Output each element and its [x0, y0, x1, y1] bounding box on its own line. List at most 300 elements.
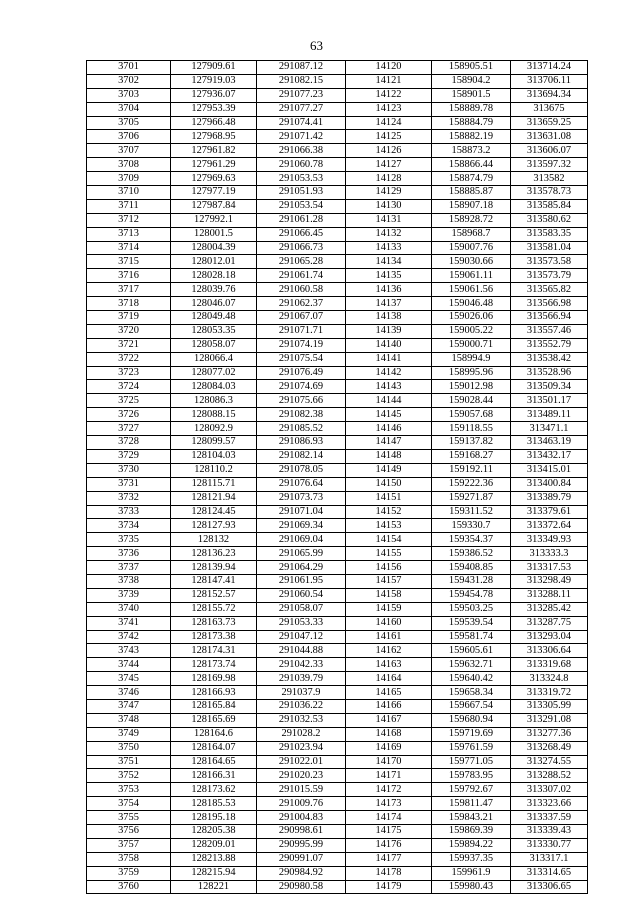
cell-x-coordinate-a: 128165.69 — [171, 713, 257, 727]
cell-x-coordinate-b: 158904.2 — [432, 74, 511, 88]
cell-x-coordinate-a: 128115.71 — [171, 477, 257, 491]
cell-x-coordinate-b: 159061.56 — [432, 283, 511, 297]
cell-x-coordinate-a: 128066.4 — [171, 352, 257, 366]
cell-x-coordinate-a: 128155.72 — [171, 602, 257, 616]
cell-point-number-b: 14137 — [346, 297, 432, 311]
cell-x-coordinate-a: 127961.82 — [171, 144, 257, 158]
cell-x-coordinate-a: 128166.93 — [171, 686, 257, 700]
cell-y-coordinate-b: 313552.79 — [511, 338, 588, 352]
cell-x-coordinate-a: 128086.3 — [171, 394, 257, 408]
cell-point-number-a: 3710 — [87, 186, 171, 200]
cell-y-coordinate-b: 313317.1 — [511, 852, 588, 866]
cell-y-coordinate-b: 313538.42 — [511, 352, 588, 366]
cell-point-number-b: 14145 — [346, 408, 432, 422]
cell-x-coordinate-b: 158885.87 — [432, 186, 511, 200]
cell-x-coordinate-b: 159408.85 — [432, 561, 511, 575]
cell-y-coordinate-b: 313565.82 — [511, 283, 588, 297]
cell-y-coordinate-b: 313415.01 — [511, 463, 588, 477]
cell-x-coordinate-a: 128139.94 — [171, 561, 257, 575]
cell-x-coordinate-a: 127961.29 — [171, 158, 257, 172]
cell-point-number-a: 3723 — [87, 366, 171, 380]
cell-y-coordinate-b: 313580.62 — [511, 213, 588, 227]
cell-x-coordinate-a: 128174.31 — [171, 644, 257, 658]
table-row — [87, 283, 588, 297]
table-row — [87, 852, 588, 866]
cell-y-coordinate-b: 313288.11 — [511, 588, 588, 602]
cell-y-coordinate-a: 291086.93 — [257, 436, 346, 450]
cell-point-number-b: 14171 — [346, 769, 432, 783]
cell-y-coordinate-a: 291071.71 — [257, 324, 346, 338]
cell-point-number-a: 3726 — [87, 408, 171, 422]
cell-point-number-a: 3759 — [87, 866, 171, 880]
cell-x-coordinate-b: 158882.19 — [432, 130, 511, 144]
table-row — [87, 241, 588, 255]
cell-x-coordinate-b: 159271.87 — [432, 491, 511, 505]
cell-x-coordinate-b: 159680.94 — [432, 713, 511, 727]
cell-y-coordinate-a: 291082.38 — [257, 408, 346, 422]
cell-point-number-a: 3755 — [87, 811, 171, 825]
cell-y-coordinate-b: 313583.35 — [511, 227, 588, 241]
table-row — [87, 616, 588, 630]
cell-point-number-b: 14168 — [346, 727, 432, 741]
cell-x-coordinate-b: 158905.51 — [432, 61, 511, 75]
cell-x-coordinate-b: 159222.36 — [432, 477, 511, 491]
cell-x-coordinate-b: 159311.52 — [432, 505, 511, 519]
cell-x-coordinate-b: 159937.35 — [432, 852, 511, 866]
table-row — [87, 769, 588, 783]
cell-y-coordinate-b: 313306.64 — [511, 644, 588, 658]
cell-x-coordinate-a: 128173.62 — [171, 783, 257, 797]
cell-point-number-b: 14159 — [346, 602, 432, 616]
cell-point-number-a: 3704 — [87, 102, 171, 116]
cell-x-coordinate-b: 159792.67 — [432, 783, 511, 797]
cell-y-coordinate-a: 291020.23 — [257, 769, 346, 783]
cell-x-coordinate-a: 128195.18 — [171, 811, 257, 825]
cell-point-number-b: 14175 — [346, 824, 432, 838]
cell-point-number-b: 14139 — [346, 324, 432, 338]
cell-point-number-b: 14172 — [346, 783, 432, 797]
cell-x-coordinate-b: 159118.55 — [432, 422, 511, 436]
cell-x-coordinate-a: 127992.1 — [171, 213, 257, 227]
cell-y-coordinate-b: 313471.1 — [511, 422, 588, 436]
cell-x-coordinate-a: 127977.19 — [171, 186, 257, 200]
cell-x-coordinate-a: 128132 — [171, 533, 257, 547]
cell-point-number-a: 3741 — [87, 616, 171, 630]
cell-x-coordinate-a: 128049.48 — [171, 311, 257, 325]
cell-point-number-b: 14127 — [346, 158, 432, 172]
cell-y-coordinate-a: 291047.12 — [257, 630, 346, 644]
cell-x-coordinate-b: 159007.76 — [432, 241, 511, 255]
cell-y-coordinate-a: 291060.78 — [257, 158, 346, 172]
cell-x-coordinate-b: 159605.61 — [432, 644, 511, 658]
cell-x-coordinate-b: 159057.68 — [432, 408, 511, 422]
cell-y-coordinate-b: 313324.8 — [511, 672, 588, 686]
cell-point-number-b: 14126 — [346, 144, 432, 158]
cell-y-coordinate-b: 313659.25 — [511, 116, 588, 130]
cell-point-number-a: 3709 — [87, 172, 171, 186]
cell-y-coordinate-b: 313389.79 — [511, 491, 588, 505]
cell-y-coordinate-a: 291082.15 — [257, 74, 346, 88]
cell-x-coordinate-a: 128124.45 — [171, 505, 257, 519]
cell-y-coordinate-b: 313379.61 — [511, 505, 588, 519]
cell-x-coordinate-b: 159046.48 — [432, 297, 511, 311]
cell-x-coordinate-b: 159761.59 — [432, 741, 511, 755]
table-row — [87, 422, 588, 436]
cell-y-coordinate-b: 313432.17 — [511, 449, 588, 463]
cell-point-number-a: 3738 — [87, 574, 171, 588]
table-row — [87, 338, 588, 352]
cell-point-number-b: 14120 — [346, 61, 432, 75]
table-row — [87, 199, 588, 213]
cell-y-coordinate-a: 290991.07 — [257, 852, 346, 866]
cell-point-number-b: 14151 — [346, 491, 432, 505]
table-row — [87, 824, 588, 838]
cell-x-coordinate-b: 159658.34 — [432, 686, 511, 700]
cell-x-coordinate-a: 128028.18 — [171, 269, 257, 283]
cell-y-coordinate-a: 291082.14 — [257, 449, 346, 463]
table-row — [87, 255, 588, 269]
cell-point-number-a: 3722 — [87, 352, 171, 366]
cell-x-coordinate-a: 128165.84 — [171, 699, 257, 713]
cell-point-number-a: 3737 — [87, 561, 171, 575]
cell-y-coordinate-b: 313333.3 — [511, 547, 588, 561]
cell-y-coordinate-b: 313463.19 — [511, 436, 588, 450]
table-row — [87, 630, 588, 644]
cell-y-coordinate-a: 291037.9 — [257, 686, 346, 700]
cell-x-coordinate-a: 128110.2 — [171, 463, 257, 477]
cell-point-number-a: 3725 — [87, 394, 171, 408]
cell-y-coordinate-a: 291058.07 — [257, 602, 346, 616]
cell-point-number-a: 3732 — [87, 491, 171, 505]
cell-x-coordinate-b: 159012.98 — [432, 380, 511, 394]
cell-point-number-a: 3706 — [87, 130, 171, 144]
cell-x-coordinate-b: 159386.52 — [432, 547, 511, 561]
table-row — [87, 699, 588, 713]
cell-point-number-a: 3720 — [87, 324, 171, 338]
cell-point-number-b: 14165 — [346, 686, 432, 700]
cell-point-number-a: 3742 — [87, 630, 171, 644]
cell-y-coordinate-b: 313291.08 — [511, 713, 588, 727]
cell-y-coordinate-b: 313314.65 — [511, 866, 588, 880]
cell-x-coordinate-b: 158866.44 — [432, 158, 511, 172]
cell-point-number-a: 3719 — [87, 311, 171, 325]
cell-point-number-b: 14143 — [346, 380, 432, 394]
table-row — [87, 602, 588, 616]
table-row — [87, 130, 588, 144]
cell-point-number-a: 3708 — [87, 158, 171, 172]
table-row — [87, 755, 588, 769]
table-row — [87, 116, 588, 130]
cell-y-coordinate-a: 291023.94 — [257, 741, 346, 755]
table-row — [87, 880, 588, 894]
cell-point-number-b: 14166 — [346, 699, 432, 713]
cell-x-coordinate-a: 127909.61 — [171, 61, 257, 75]
table-row — [87, 686, 588, 700]
cell-y-coordinate-a: 291053.53 — [257, 172, 346, 186]
table-row — [87, 324, 588, 338]
cell-point-number-a: 3739 — [87, 588, 171, 602]
cell-y-coordinate-a: 291078.05 — [257, 463, 346, 477]
cell-point-number-b: 14128 — [346, 172, 432, 186]
cell-point-number-a: 3756 — [87, 824, 171, 838]
cell-y-coordinate-a: 291042.33 — [257, 658, 346, 672]
cell-x-coordinate-a: 128058.07 — [171, 338, 257, 352]
cell-point-number-b: 14178 — [346, 866, 432, 880]
cell-point-number-a: 3717 — [87, 283, 171, 297]
cell-x-coordinate-a: 128205.38 — [171, 824, 257, 838]
cell-y-coordinate-b: 313573.58 — [511, 255, 588, 269]
table-row — [87, 783, 588, 797]
cell-y-coordinate-b: 313528.96 — [511, 366, 588, 380]
table-row — [87, 672, 588, 686]
table-row — [87, 186, 588, 200]
cell-x-coordinate-b: 159843.21 — [432, 811, 511, 825]
cell-point-number-b: 14130 — [346, 199, 432, 213]
page-number: 63 — [310, 38, 323, 53]
cell-point-number-b: 14146 — [346, 422, 432, 436]
cell-point-number-b: 14133 — [346, 241, 432, 255]
cell-x-coordinate-a: 128213.88 — [171, 852, 257, 866]
cell-y-coordinate-a: 291064.29 — [257, 561, 346, 575]
cell-point-number-b: 14140 — [346, 338, 432, 352]
table-row — [87, 311, 588, 325]
table-row — [87, 158, 588, 172]
cell-point-number-b: 14144 — [346, 394, 432, 408]
table-row — [87, 866, 588, 880]
cell-y-coordinate-b: 313372.64 — [511, 519, 588, 533]
cell-point-number-b: 14141 — [346, 352, 432, 366]
table-row — [87, 352, 588, 366]
cell-point-number-b: 14169 — [346, 741, 432, 755]
cell-point-number-a: 3727 — [87, 422, 171, 436]
cell-point-number-a: 3731 — [87, 477, 171, 491]
cell-point-number-b: 14167 — [346, 713, 432, 727]
cell-x-coordinate-a: 128152.57 — [171, 588, 257, 602]
cell-point-number-a: 3712 — [87, 213, 171, 227]
table-row — [87, 811, 588, 825]
cell-y-coordinate-b: 313509.34 — [511, 380, 588, 394]
cell-y-coordinate-b: 313597.32 — [511, 158, 588, 172]
cell-y-coordinate-a: 291065.28 — [257, 255, 346, 269]
cell-y-coordinate-b: 313349.93 — [511, 533, 588, 547]
table-row — [87, 658, 588, 672]
cell-point-number-a: 3753 — [87, 783, 171, 797]
cell-y-coordinate-a: 290998.61 — [257, 824, 346, 838]
cell-point-number-a: 3702 — [87, 74, 171, 88]
cell-point-number-a: 3747 — [87, 699, 171, 713]
cell-x-coordinate-b: 159431.28 — [432, 574, 511, 588]
cell-point-number-a: 3701 — [87, 61, 171, 75]
cell-x-coordinate-b: 158968.7 — [432, 227, 511, 241]
cell-point-number-b: 14134 — [346, 255, 432, 269]
cell-y-coordinate-b: 313337.59 — [511, 811, 588, 825]
cell-x-coordinate-b: 158873.2 — [432, 144, 511, 158]
cell-point-number-b: 14142 — [346, 366, 432, 380]
cell-x-coordinate-a: 128169.98 — [171, 672, 257, 686]
cell-x-coordinate-a: 128121.94 — [171, 491, 257, 505]
cell-x-coordinate-a: 127968.95 — [171, 130, 257, 144]
cell-x-coordinate-b: 159980.43 — [432, 880, 511, 894]
cell-y-coordinate-a: 291076.64 — [257, 477, 346, 491]
cell-y-coordinate-a: 291085.52 — [257, 422, 346, 436]
cell-y-coordinate-b: 313606.07 — [511, 144, 588, 158]
cell-y-coordinate-a: 291060.54 — [257, 588, 346, 602]
cell-y-coordinate-b: 313714.24 — [511, 61, 588, 75]
cell-point-number-a: 3748 — [87, 713, 171, 727]
cell-point-number-b: 14129 — [346, 186, 432, 200]
table-row — [87, 213, 588, 227]
cell-point-number-b: 14150 — [346, 477, 432, 491]
cell-x-coordinate-b: 159632.71 — [432, 658, 511, 672]
cell-y-coordinate-b: 313400.84 — [511, 477, 588, 491]
table-row — [87, 588, 588, 602]
cell-y-coordinate-b: 313306.65 — [511, 880, 588, 894]
cell-point-number-b: 14179 — [346, 880, 432, 894]
cell-x-coordinate-a: 128088.15 — [171, 408, 257, 422]
cell-point-number-a: 3750 — [87, 741, 171, 755]
table-row — [87, 533, 588, 547]
table-row — [87, 144, 588, 158]
cell-y-coordinate-a: 290995.99 — [257, 838, 346, 852]
cell-x-coordinate-b: 159005.22 — [432, 324, 511, 338]
cell-y-coordinate-b: 313578.73 — [511, 186, 588, 200]
cell-y-coordinate-a: 291077.27 — [257, 102, 346, 116]
cell-point-number-b: 14131 — [346, 213, 432, 227]
cell-y-coordinate-a: 291069.04 — [257, 533, 346, 547]
cell-x-coordinate-b: 158874.79 — [432, 172, 511, 186]
cell-point-number-b: 14157 — [346, 574, 432, 588]
cell-y-coordinate-a: 291036.22 — [257, 699, 346, 713]
cell-y-coordinate-a: 291060.58 — [257, 283, 346, 297]
cell-y-coordinate-a: 291022.01 — [257, 755, 346, 769]
cell-y-coordinate-a: 291077.23 — [257, 88, 346, 102]
cell-point-number-a: 3744 — [87, 658, 171, 672]
cell-point-number-b: 14123 — [346, 102, 432, 116]
table-row — [87, 394, 588, 408]
table-row — [87, 713, 588, 727]
cell-x-coordinate-b: 159783.95 — [432, 769, 511, 783]
cell-x-coordinate-b: 159354.37 — [432, 533, 511, 547]
cell-point-number-b: 14125 — [346, 130, 432, 144]
cell-y-coordinate-b: 313277.36 — [511, 727, 588, 741]
cell-x-coordinate-b: 158995.96 — [432, 366, 511, 380]
table-row — [87, 505, 588, 519]
table-row — [87, 269, 588, 283]
cell-x-coordinate-a: 128001.5 — [171, 227, 257, 241]
cell-y-coordinate-b: 313319.68 — [511, 658, 588, 672]
cell-x-coordinate-b: 159030.66 — [432, 255, 511, 269]
cell-x-coordinate-a: 128084.03 — [171, 380, 257, 394]
cell-point-number-a: 3729 — [87, 449, 171, 463]
cell-x-coordinate-a: 128077.02 — [171, 366, 257, 380]
cell-x-coordinate-b: 158889.78 — [432, 102, 511, 116]
table-row — [87, 574, 588, 588]
cell-x-coordinate-b: 159667.54 — [432, 699, 511, 713]
cell-x-coordinate-b: 159061.11 — [432, 269, 511, 283]
cell-x-coordinate-a: 128164.6 — [171, 727, 257, 741]
coordinates-table-body — [87, 61, 588, 894]
cell-y-coordinate-b: 313323.66 — [511, 797, 588, 811]
cell-point-number-b: 14161 — [346, 630, 432, 644]
table-row — [87, 61, 588, 75]
cell-y-coordinate-b: 313317.53 — [511, 561, 588, 575]
cell-x-coordinate-b: 159454.78 — [432, 588, 511, 602]
cell-point-number-b: 14132 — [346, 227, 432, 241]
cell-point-number-a: 3752 — [87, 769, 171, 783]
cell-y-coordinate-b: 313268.49 — [511, 741, 588, 755]
cell-y-coordinate-a: 291067.07 — [257, 311, 346, 325]
cell-x-coordinate-a: 128004.39 — [171, 241, 257, 255]
cell-x-coordinate-b: 159503.25 — [432, 602, 511, 616]
cell-y-coordinate-b: 313339.43 — [511, 824, 588, 838]
table-row — [87, 408, 588, 422]
cell-point-number-a: 3749 — [87, 727, 171, 741]
cell-point-number-b: 14122 — [346, 88, 432, 102]
cell-y-coordinate-a: 291009.76 — [257, 797, 346, 811]
cell-point-number-a: 3713 — [87, 227, 171, 241]
cell-x-coordinate-b: 159539.54 — [432, 616, 511, 630]
cell-point-number-b: 14162 — [346, 644, 432, 658]
cell-x-coordinate-b: 159894.22 — [432, 838, 511, 852]
table-row — [87, 436, 588, 450]
cell-y-coordinate-a: 291039.79 — [257, 672, 346, 686]
table-row — [87, 797, 588, 811]
cell-point-number-b: 14156 — [346, 561, 432, 575]
cell-y-coordinate-a: 291073.73 — [257, 491, 346, 505]
cell-y-coordinate-a: 290980.58 — [257, 880, 346, 894]
cell-y-coordinate-a: 291015.59 — [257, 783, 346, 797]
cell-y-coordinate-a: 291004.83 — [257, 811, 346, 825]
table-row — [87, 172, 588, 186]
cell-point-number-a: 3760 — [87, 880, 171, 894]
cell-y-coordinate-b: 313489.11 — [511, 408, 588, 422]
cell-x-coordinate-a: 127919.03 — [171, 74, 257, 88]
cell-point-number-b: 14164 — [346, 672, 432, 686]
cell-point-number-a: 3716 — [87, 269, 171, 283]
cell-x-coordinate-a: 128173.38 — [171, 630, 257, 644]
cell-x-coordinate-b: 159000.71 — [432, 338, 511, 352]
table-row — [87, 449, 588, 463]
cell-x-coordinate-a: 128164.07 — [171, 741, 257, 755]
cell-x-coordinate-a: 128209.01 — [171, 838, 257, 852]
table-row — [87, 838, 588, 852]
table-row — [87, 727, 588, 741]
cell-x-coordinate-b: 159581.74 — [432, 630, 511, 644]
cell-point-number-a: 3728 — [87, 436, 171, 450]
cell-y-coordinate-b: 313694.34 — [511, 88, 588, 102]
cell-point-number-b: 14177 — [346, 852, 432, 866]
cell-point-number-a: 3751 — [87, 755, 171, 769]
cell-x-coordinate-b: 158884.79 — [432, 116, 511, 130]
cell-x-coordinate-a: 128039.76 — [171, 283, 257, 297]
cell-y-coordinate-a: 291066.38 — [257, 144, 346, 158]
cell-x-coordinate-a: 128215.94 — [171, 866, 257, 880]
cell-y-coordinate-a: 291071.04 — [257, 505, 346, 519]
cell-point-number-a: 3740 — [87, 602, 171, 616]
cell-point-number-a: 3724 — [87, 380, 171, 394]
table-row — [87, 74, 588, 88]
cell-y-coordinate-a: 291053.54 — [257, 199, 346, 213]
cell-point-number-a: 3711 — [87, 199, 171, 213]
cell-y-coordinate-a: 291074.41 — [257, 116, 346, 130]
cell-y-coordinate-a: 291069.34 — [257, 519, 346, 533]
cell-y-coordinate-b: 313305.99 — [511, 699, 588, 713]
cell-point-number-a: 3734 — [87, 519, 171, 533]
cell-point-number-b: 14174 — [346, 811, 432, 825]
cell-y-coordinate-a: 291053.33 — [257, 616, 346, 630]
table-row — [87, 297, 588, 311]
cell-y-coordinate-a: 291075.54 — [257, 352, 346, 366]
